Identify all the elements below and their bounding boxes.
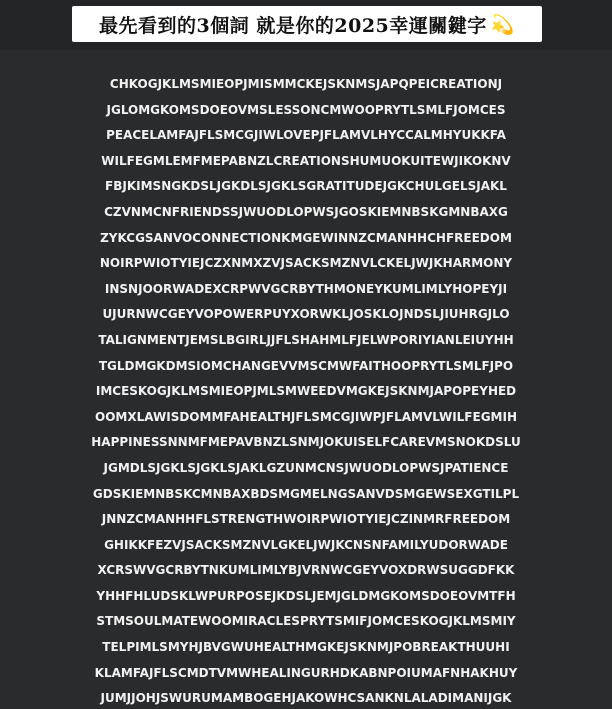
header-bar [0, 0, 612, 50]
grid-row: JUMJJOHJSWURUMAMBOGEHJAKOWHCSANKNLALADIMANIJGK [100, 691, 512, 706]
grid-row: INSNJOORWADEXCRPWVGCRBYTHMONEYKUMLIMLYHOPEYJI [104, 281, 508, 296]
grid-row: CHKOGJKLMSMIEOPJMISMMCKEJSKNMSJAPQPEICREATIONJ [109, 77, 503, 91]
grid-row: UJURNWCGEYVOPOWERPUYXORWKLJOSKLOJNDSLJIUHRGJLO [102, 307, 510, 322]
grid-row: TALIGNMENTJEMSLBGIRLJJFLSHAHMLFJELWPORIYIANLEIUYHH [98, 332, 514, 347]
word-search-grid [8, 72, 604, 709]
grid-row: IMCESKOGJKLMSMIEOPJMLSMWEEDVMGKEJSKNMJAPOPEYHED [95, 384, 517, 399]
grid-row: CZVNMCNFRIENDSSJWUODLOPWSJGOSKIEMNBSKGMNBAXG [104, 204, 508, 219]
grid-row: KLAMFAJFLSCMDTVMWHEALINGURHDKABNPOIUMAFNHAKHUY [94, 665, 518, 680]
grid-row: OOMXLAWISDOMMFAHEALTHJFLSMCGJIWPJFLAMVLWILFEGMIH [95, 409, 517, 424]
grid-row: TELPIMLSMYHJBVGWUHEALTHMGKEJSKNMJPOBREAKTHUUHI [102, 640, 510, 655]
grid-row: FBJKIMSNGKDSLJGKDLSJGKLSGRATITUDEJGKCHULGELSJAKL [105, 179, 507, 194]
grid-row: GHIKKFEZVJSACKSMZNVLGKELJWJKCNSNFAMILYUDORWADE [104, 537, 508, 552]
grid-row: STMSOULMATEWOOMIRACLESPRYTSMIFJOMCESKOGJKLMSMIY [96, 614, 516, 629]
grid-row: XCRSWVGCRBYTNKUMLIMLYBJVRNWCGEYVOXDRWSUGGDFKK [97, 563, 515, 578]
page-title: 最先看到的3個詞 就是你的2025幸運關鍵字 [99, 14, 487, 37]
grid-row: WILFEGMLEMFMEPABNZLCREATIONSHUMUOKUITEWJIKOKNV [101, 153, 511, 168]
grid-row: JGLOMGKOMSDOEOVMSLESSONCMWOOPRYTLSMLFJOMCES [106, 102, 506, 117]
grid-row: NOIRPWIOTYIEJCZXNMXZVJSACKSMZNVLCKELJWJKHARMONY [99, 256, 513, 271]
grid-row: JNNZCMANHHFLSTRENGTHWOIRPWIOTYIEJCZINMRFREEDOM [101, 512, 511, 527]
grid-row: ZYKCGSANVOCONNECTIONKMGEWINNZCMANHHCHFREEDOM [100, 230, 512, 245]
grid-row: HAPPINESSNNMFMEPAVBNZLSNMJOKUISELFCAREVMSNOKDSLU [91, 435, 521, 450]
grid-row: YHHFHLUDSKLWPURPOSEJKDSLJEMJGLDMGKOMSDOEOVMTFH [96, 588, 516, 603]
grid-row: PEACELAMFAJFLSMCGJIWLOVEPJFLAMVLHYCCALMHYUKKFA [106, 128, 506, 143]
sparkle-icon: 💫 [490, 13, 515, 36]
grid-row: TGLDMGKDMSIOMCHANGEVVMSCMWFAITHOOPRYTLSMLFJPO [98, 358, 514, 373]
title-banner [72, 6, 542, 42]
grid-row: GDSKIEMNBSKCMNBAXBDSMGMELNGSANVDSMGEWSEXGTILPL [92, 486, 520, 501]
grid-row: JGMDLSJGKLSJGKLSJAKLGZUNMCNSJWUODLOPWSJPATIENCE [103, 460, 509, 475]
